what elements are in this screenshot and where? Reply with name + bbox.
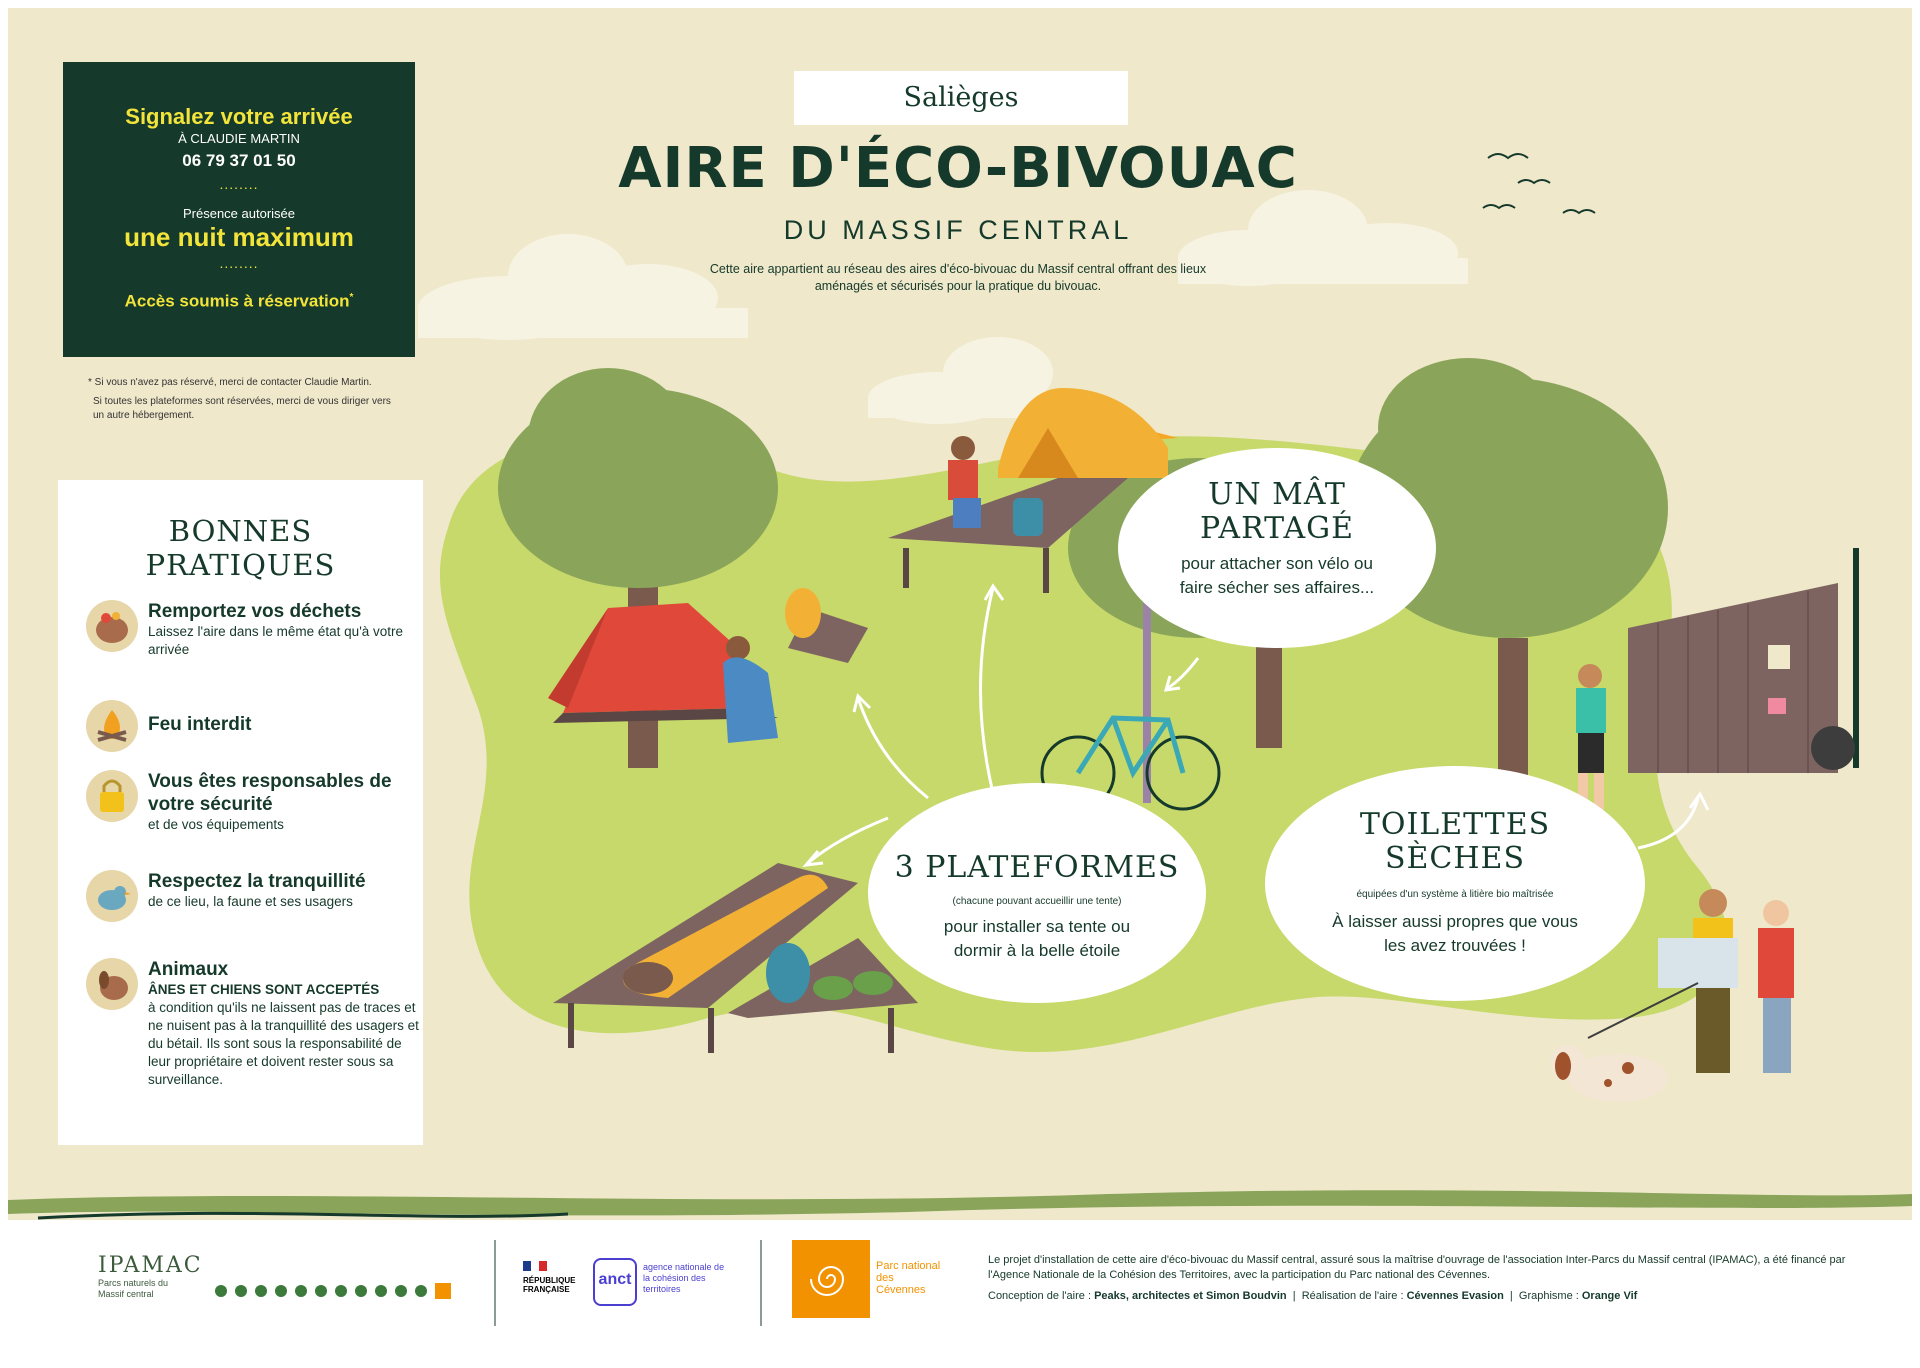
separator-dots-2: ........ [219,255,259,271]
credits-main: Le projet d'installation de cette aire d'éco-bivouac du Massif central, assuré sous la maîtrise d'ouvrage de l'association Inter-Parcs du Massif central (IPAMAC), a été financé par l'Agence Nationale de la Cohésion des Territoires, avec la participation du Parc national des Cévennes. [988,1254,1846,1281]
bubble-toilets-note: équipées d'un système à litière bio maîtrisée [1356,889,1554,900]
waste-bag-icon [86,600,138,652]
toilets-title-line1: TOILETTES [1359,807,1551,842]
stay-limit-label: Présence autorisée [182,206,295,221]
cloud-left [418,234,748,340]
practice-title: Animaux [148,959,229,980]
birds-icon [1483,154,1595,213]
arrival-info-box [63,62,415,357]
bubble-platforms-title: 3 PLATEFORMES [894,850,1180,885]
bubble-toilets-title [1265,808,1645,876]
bubble-platforms [868,783,1206,1003]
spiral-icon [792,1240,870,1318]
realisation-value: Cévennes Evasion [1406,1290,1504,1302]
practices-title [58,514,423,582]
graphisme-value: Orange Vif [1581,1290,1638,1302]
mast-title-line2: PARTAGÉ [1199,511,1355,546]
bubble-toilets-text: À laisser aussi propres que vous les avez trouvées ! [1332,912,1578,955]
footer-credits [988,1253,1868,1304]
footnote-1: * Si vous n'avez pas réservé, merci de contacter Claudie Martin. [88,377,372,388]
page-subtitle: DU MASSIF CENTRAL [783,215,1133,245]
bubble-mast-text: pour attacher son vélo ou faire sécher ses affaires... [1179,554,1375,597]
ipamac-logo-text: IPAMAC [98,1253,203,1278]
dog-icon [86,958,138,1010]
good-practices-panel [58,480,423,1145]
conception-value: Peaks, architectes et Simon Boudvin [1094,1290,1287,1302]
credits-line: Conception de l'aire : Peaks, architectes et Simon Boudvin | Réalisation de l'aire : Cévennes Evasion | Graphisme : Orange Vif [988,1290,1638,1302]
bubble-toilets [1265,766,1645,1001]
parc-text: Parc national des Cévennes [876,1260,941,1296]
practice-desc: et de vos équipements [148,817,284,832]
graphisme-label: Graphisme : [1518,1290,1579,1302]
booking-text: Accès soumis à réservation [124,291,350,311]
brush-strokes [8,1190,1912,1218]
bubble-mast [1118,448,1436,648]
bubble-mast-title [1118,478,1436,546]
place-name: Salièges [794,71,1128,125]
bubble-platforms-text: pour installer sa tente ou dormir à la belle étoile [943,917,1131,960]
bird-icon [86,870,138,922]
parks-logos-icon [213,1283,473,1299]
page-title: AIRE D'ÉCO-BIVOUAC [618,136,1298,201]
intro-text: Cette aire appartient au réseau des aires d'éco-bivouac du Massif central offrant des lieux aménagés et sécurisés pour la pratique du bivouac. [709,262,1207,293]
practices-title-line2: PRATIQUES [145,548,336,582]
practice-title: Vous êtes responsables de votre sécurité [148,771,392,815]
fire-icon [86,700,138,752]
anct-text: agence nationale de la cohésion des territoires [643,1262,725,1294]
padlock-icon [86,770,138,822]
realisation-label: Réalisation de l'aire : [1301,1290,1404,1302]
practice-title: Respectez la tranquillité [148,871,366,892]
french-flag-icon [523,1261,547,1271]
bubble-platforms-note: (chacune pouvant accueillir une tente) [952,896,1122,907]
mast-title-line1: UN MÂT [1208,477,1346,512]
booking-asterisk: * [349,292,354,303]
ipamac-logo [98,1253,398,1300]
booking-notice [63,287,415,313]
stay-limit-value: une nuit maximum [124,222,354,252]
conception-label: Conception de l'aire : [988,1290,1091,1302]
footnote-2: Si toutes les plateformes sont réservées, merci de vous diriger vers un autre hébergement. [93,396,391,421]
poster [8,8,1912,1360]
toilets-title-line2: SÈCHES [1384,841,1526,876]
practice-desc-bold: ÂNES ET CHIENS SONT ACCEPTÉS [148,982,380,997]
practice-title: Remportez vos déchets [148,601,362,622]
ipamac-tagline: Parcs naturels du Massif central [98,1278,169,1299]
practice-desc: à condition qu'ils ne laissent pas de traces et ne nuisent pas à la tranquillité des usagers et du bétail. Ils sont sous la responsabilité de leur propriétaire et doivent rester sous sa surveillance. [148,1000,419,1087]
practice-desc: de ce lieu, la faune et ses usagers [148,894,353,909]
contact-name: À CLAUDIE MARTIN [178,131,300,146]
arrival-notice: Signalez votre arrivée [125,104,353,129]
practices-title-line1: BONNES [168,514,313,548]
anct-logo-mark: anct [593,1258,637,1306]
republique-francaise-logo [523,1258,583,1294]
republique-text: RÉPUBLIQUE FRANÇAISE [523,1276,576,1294]
parc-cevennes-logo [792,1240,870,1318]
contact-phone: 06 79 37 01 50 [182,151,296,170]
practice-title: Feu interdit [148,714,252,735]
separator-dots: ........ [219,176,259,192]
practice-desc: Laissez l'aire dans le même état qu'à votre arrivée [148,624,404,657]
